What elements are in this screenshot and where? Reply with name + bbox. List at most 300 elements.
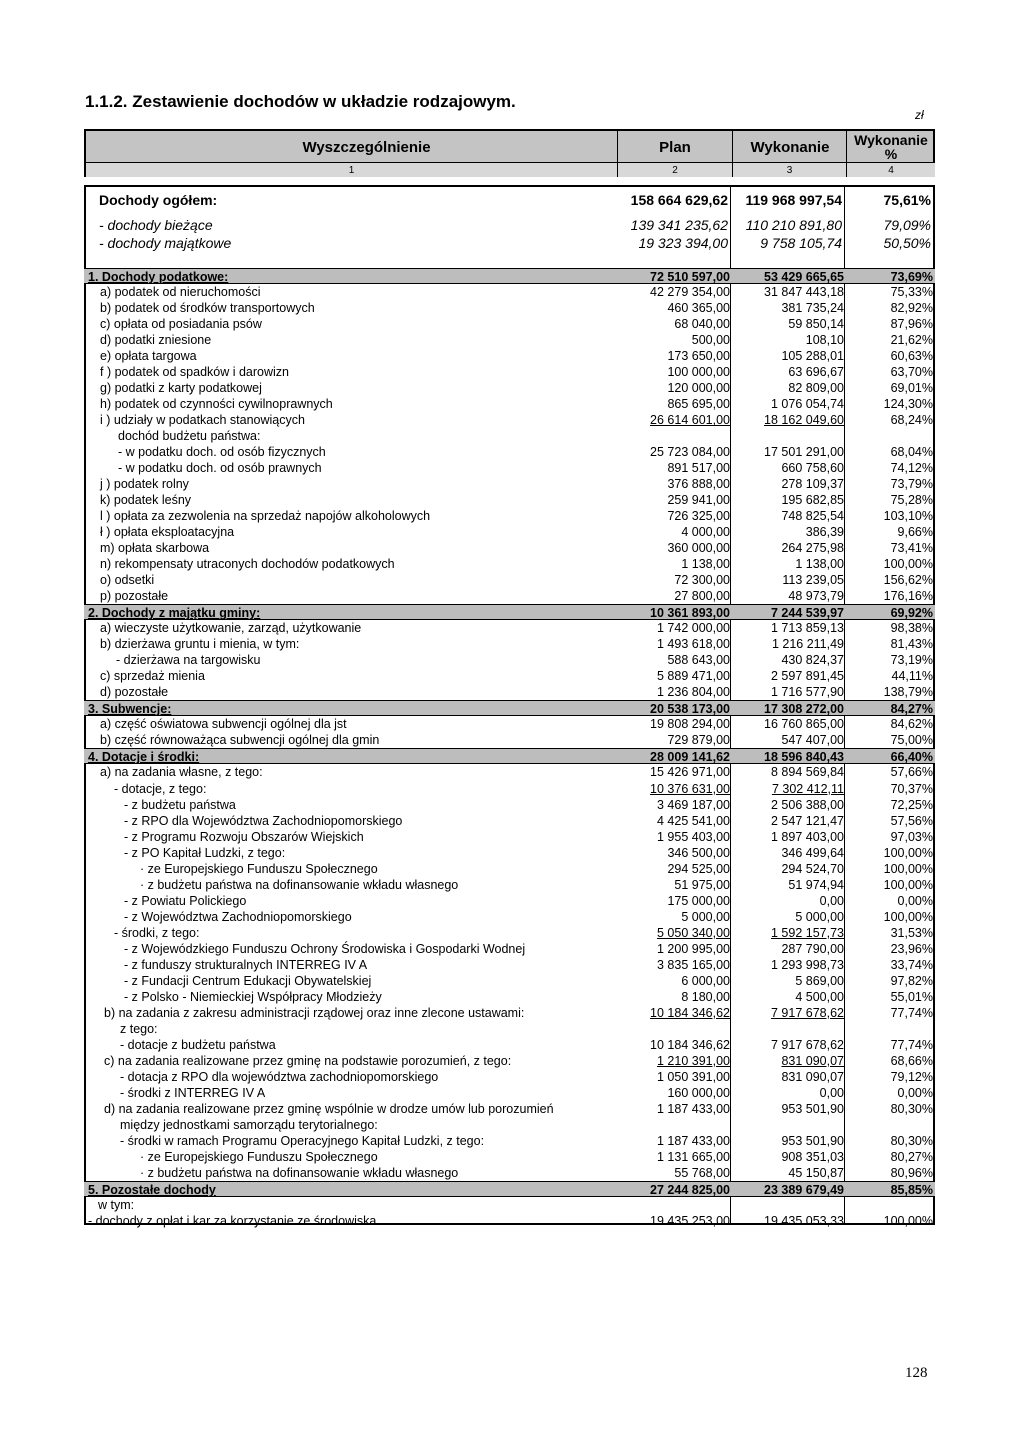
row-percent: 63,70% xyxy=(890,365,933,380)
row-percent: 75,28% xyxy=(890,493,933,508)
row-plan: 729 879,00 xyxy=(667,733,730,748)
row-wykonanie: 346 499,64 xyxy=(781,845,844,860)
row-wykonanie: 105 288,01 xyxy=(781,349,844,364)
row-label: 5. Pozostałe dochody xyxy=(88,1182,216,1197)
row-wykonanie: 278 109,37 xyxy=(781,477,844,492)
table-row xyxy=(84,764,935,780)
row-wykonanie: 748 825,54 xyxy=(781,509,844,524)
row-percent: 84,62% xyxy=(890,717,933,732)
row-percent: 97,03% xyxy=(890,829,933,844)
row-percent: 87,96% xyxy=(890,317,933,332)
row-percent: 80,30% xyxy=(890,1133,933,1148)
row-plan: 1 131 665,00 xyxy=(657,1149,730,1164)
table-row xyxy=(84,1021,935,1037)
table-row xyxy=(84,412,935,428)
table-row xyxy=(84,1117,935,1133)
row-label: b) na zadania z zakresu administracji rządowej oraz inne zlecone ustawami: xyxy=(104,1005,525,1020)
row-plan: 346 500,00 xyxy=(667,845,730,860)
row-plan: 1 493 618,00 xyxy=(657,637,730,652)
summary-plan: 139 341 235,62 xyxy=(630,217,728,233)
table-row xyxy=(84,540,935,556)
row-percent: 79,12% xyxy=(890,1069,933,1084)
row-percent: 68,04% xyxy=(890,445,933,460)
row-plan: 173 650,00 xyxy=(667,349,730,364)
table-row xyxy=(84,925,935,941)
row-percent: 74,12% xyxy=(890,461,933,476)
header-num-2: 2 xyxy=(618,163,732,177)
row-plan: 160 000,00 xyxy=(667,1085,730,1100)
table-row xyxy=(84,845,935,861)
row-percent: 80,96% xyxy=(890,1165,933,1180)
row-wykonanie: 51 974,94 xyxy=(788,877,844,892)
summary-label: - dochody bieżące xyxy=(99,217,213,233)
row-plan: 10 184 346,62 xyxy=(650,1037,730,1052)
row-wykonanie: 7 917 678,62 xyxy=(771,1005,844,1020)
row-plan: 588 643,00 xyxy=(667,653,730,668)
row-percent: 100,00% xyxy=(883,1213,933,1228)
table-row xyxy=(84,909,935,925)
table-row xyxy=(84,332,935,348)
row-label: m) opłata skarbowa xyxy=(100,541,210,556)
table-row xyxy=(84,636,935,652)
row-percent: 84,27% xyxy=(890,702,933,717)
row-percent: 31,53% xyxy=(890,925,933,940)
table-row xyxy=(84,508,935,524)
currency-unit: zł xyxy=(915,108,924,122)
row-label: - z Wojewódzkiego Funduszu Ochrony Środowiska i Gospodarki Wodnej xyxy=(124,941,526,956)
table-row xyxy=(84,316,935,332)
row-label: a) na zadania własne, z tego: xyxy=(100,765,263,780)
row-wykonanie: 1 716 577,90 xyxy=(771,685,844,700)
row-wykonanie: 17 501 291,00 xyxy=(764,445,844,460)
row-plan: 72 510 597,00 xyxy=(650,270,730,284)
row-plan: 1 236 804,00 xyxy=(657,685,730,700)
row-label: i ) udziały w podatkach stanowiących xyxy=(100,413,305,428)
row-label: b) dzierżawa gruntu i mienia, w tym: xyxy=(100,637,300,652)
row-wykonanie: 7 917 678,62 xyxy=(771,1037,844,1052)
row-wykonanie: 1 592 157,73 xyxy=(771,925,844,940)
row-plan: 726 325,00 xyxy=(667,509,730,524)
table-row xyxy=(84,877,935,893)
table-row xyxy=(84,1213,935,1229)
row-label: d) pozostałe xyxy=(100,685,169,700)
row-label: n) rekompensaty utraconych dochodów podatkowych xyxy=(100,557,395,572)
table-row xyxy=(84,893,935,909)
row-label: - dotacja z RPO dla województwa zachodniopomorskiego xyxy=(120,1069,439,1084)
row-label: - z budżetu państwa xyxy=(124,797,236,812)
row-wykonanie: 953 501,90 xyxy=(781,1101,844,1116)
row-percent: 75,33% xyxy=(890,285,933,300)
row-plan: 460 365,00 xyxy=(667,301,730,316)
table-row xyxy=(84,572,935,588)
section-row xyxy=(84,268,935,284)
row-percent: 0,00% xyxy=(897,893,933,908)
table-row xyxy=(84,1133,935,1149)
row-percent: 69,92% xyxy=(890,606,933,621)
row-label: - z Programu Rozwoju Obszarów Wiejskich xyxy=(124,829,364,844)
row-wykonanie: 2 547 121,47 xyxy=(771,813,844,828)
row-label: a) wieczyste użytkowanie, zarząd, użytkowanie xyxy=(100,621,362,636)
table-row xyxy=(84,620,935,636)
row-label: · z budżetu państwa na dofinansowanie wkładu własnego xyxy=(140,1165,459,1180)
row-percent: 97,82% xyxy=(890,973,933,988)
row-plan: 4 000,00 xyxy=(681,525,730,540)
row-percent: 80,30% xyxy=(890,1101,933,1116)
row-wykonanie: 294 524,70 xyxy=(781,861,844,876)
row-plan: 5 000,00 xyxy=(681,909,730,924)
row-wykonanie: 17 308 272,00 xyxy=(764,702,844,717)
row-label: - z Powiatu Polickiego xyxy=(124,893,247,908)
row-percent: 69,01% xyxy=(890,381,933,396)
table-row xyxy=(84,492,935,508)
row-label: - w podatku doch. od osób fizycznych xyxy=(118,445,326,460)
row-plan: 360 000,00 xyxy=(667,541,730,556)
row-wykonanie: 831 090,07 xyxy=(781,1069,844,1084)
row-percent: 100,00% xyxy=(883,845,933,860)
row-label: z tego: xyxy=(120,1021,158,1036)
row-wykonanie: 1 897 403,00 xyxy=(771,829,844,844)
row-label: 3. Subwencje: xyxy=(88,702,172,717)
row-wykonanie: 4 500,00 xyxy=(795,989,844,1004)
header-col-1: Wyszczególnienie xyxy=(302,138,431,156)
header-num-1: 1 xyxy=(86,163,617,177)
row-percent: 68,66% xyxy=(890,1053,933,1068)
row-label: - z Województwa Zachodniopomorskiego xyxy=(124,909,352,924)
row-plan: 55 768,00 xyxy=(674,1165,730,1180)
summary-label: - dochody majątkowe xyxy=(99,235,232,251)
table-row xyxy=(84,1197,935,1213)
row-plan: 3 835 165,00 xyxy=(657,957,730,972)
row-plan: 1 187 433,00 xyxy=(657,1101,730,1116)
row-label: b) podatek od środków transportowych xyxy=(100,301,315,316)
row-wykonanie: 547 407,00 xyxy=(781,733,844,748)
row-label: e) opłata targowa xyxy=(100,349,197,364)
row-label: 1. Dochody podatkowe: xyxy=(88,270,229,284)
row-plan: 100 000,00 xyxy=(667,365,730,380)
row-wykonanie: 108,10 xyxy=(805,333,844,348)
row-percent: 57,66% xyxy=(890,765,933,780)
header-col-2: Plan xyxy=(659,138,691,156)
row-plan: 42 279 354,00 xyxy=(650,285,730,300)
row-wykonanie: 264 275,98 xyxy=(781,541,844,556)
row-percent: 75,00% xyxy=(890,733,933,748)
row-plan: 1 050 391,00 xyxy=(657,1069,730,1084)
table-row xyxy=(84,1101,935,1117)
row-percent: 138,79% xyxy=(883,685,933,700)
row-wykonanie: 1 076 054,74 xyxy=(771,397,844,412)
row-wykonanie: 8 894 569,84 xyxy=(771,765,844,780)
row-wykonanie: 7 302 412,11 xyxy=(771,781,844,796)
row-label: - dzierżawa na targowisku xyxy=(116,653,261,668)
row-wykonanie: 1 138,00 xyxy=(795,557,844,572)
row-wykonanie: 831 090,07 xyxy=(781,1053,844,1068)
row-label: j ) podatek rolny xyxy=(100,477,189,492)
row-wykonanie: 16 760 865,00 xyxy=(764,717,844,732)
row-plan: 27 244 825,00 xyxy=(650,1182,730,1197)
row-wykonanie: 1 293 998,73 xyxy=(771,957,844,972)
section-row xyxy=(84,700,935,716)
row-label: ł ) opłata eksploatacyjna xyxy=(100,525,235,540)
row-label: - środki z INTERREG IV A xyxy=(120,1085,266,1100)
row-plan: 175 000,00 xyxy=(667,893,730,908)
row-percent: 85,85% xyxy=(890,1182,933,1197)
row-percent: 21,62% xyxy=(890,333,933,348)
table-row xyxy=(84,476,935,492)
row-wykonanie: 82 809,00 xyxy=(788,381,844,396)
row-label: - dotacje, z tego: xyxy=(114,781,207,796)
table-row xyxy=(84,1037,935,1053)
table-row xyxy=(84,364,935,380)
table-row xyxy=(84,652,935,668)
row-plan: 8 180,00 xyxy=(681,989,730,1004)
summary-wyk: 119 968 997,54 xyxy=(745,192,842,208)
row-wykonanie: 18 596 840,43 xyxy=(764,750,844,765)
row-percent: 103,10% xyxy=(883,509,933,524)
row-plan: 10 376 631,00 xyxy=(650,781,730,796)
table-row xyxy=(84,1085,935,1101)
table-row xyxy=(84,861,935,877)
table-row xyxy=(84,460,935,476)
table-row xyxy=(84,716,935,732)
row-label: a) podatek od nieruchomości xyxy=(100,285,261,300)
row-plan: 1 955 403,00 xyxy=(657,829,730,844)
row-percent: 81,43% xyxy=(890,637,933,652)
row-percent: 82,92% xyxy=(890,301,933,316)
summary-total xyxy=(84,192,935,212)
row-label: 4. Dotacje i środki: xyxy=(88,750,200,765)
row-plan: 259 941,00 xyxy=(667,493,730,508)
row-label: - z funduszy strukturalnych INTERREG IV A xyxy=(124,957,368,972)
row-label: dochód budżetu państwa: xyxy=(118,429,261,444)
table-header xyxy=(84,129,935,177)
table-row xyxy=(84,524,935,540)
row-label: k) podatek leśny xyxy=(100,493,192,508)
row-wykonanie: 660 758,60 xyxy=(781,461,844,476)
row-plan: 6 000,00 xyxy=(681,973,730,988)
table-row xyxy=(84,973,935,989)
summary-plan: 19 323 394,00 xyxy=(638,235,728,251)
row-label: c) sprzedaż mienia xyxy=(100,669,205,684)
row-percent: 70,37% xyxy=(890,781,933,796)
row-percent: 55,01% xyxy=(890,989,933,1004)
row-wykonanie: 195 682,85 xyxy=(781,493,844,508)
row-label: między jednostkami samorządu terytorialnego: xyxy=(120,1117,378,1132)
row-wykonanie: 0,00 xyxy=(819,893,844,908)
row-plan: 1 187 433,00 xyxy=(657,1133,730,1148)
row-percent: 9,66% xyxy=(897,525,933,540)
table-row xyxy=(84,957,935,973)
row-plan: 15 426 971,00 xyxy=(650,765,730,780)
row-plan: 865 695,00 xyxy=(667,397,730,412)
row-label: l ) opłata za zezwolenia na sprzedaż napojów alkoholowych xyxy=(100,509,431,524)
row-percent: 80,27% xyxy=(890,1149,933,1164)
summary-pct: 79,09% xyxy=(883,217,931,233)
row-label: d) podatki zniesione xyxy=(100,333,212,348)
row-wykonanie: 386,39 xyxy=(805,525,844,540)
row-label: a) część oświatowa subwencji ogólnej dla jst xyxy=(100,717,347,732)
row-percent: 73,79% xyxy=(890,477,933,492)
row-plan: 1 200 995,00 xyxy=(657,941,730,956)
row-wykonanie: 48 973,79 xyxy=(788,589,844,604)
row-label: - środki, z tego: xyxy=(114,925,200,940)
row-plan: 294 525,00 xyxy=(667,861,730,876)
page-number: 128 xyxy=(905,1365,928,1381)
row-plan: 20 538 173,00 xyxy=(650,702,730,717)
row-wykonanie: 2 506 388,00 xyxy=(771,797,844,812)
row-wykonanie: 31 847 443,18 xyxy=(764,285,844,300)
summary-plan: 158 664 629,62 xyxy=(630,192,728,208)
row-plan: 891 517,00 xyxy=(667,461,730,476)
row-percent: 124,30% xyxy=(883,397,933,412)
table-body xyxy=(84,268,935,1229)
row-plan: 25 723 084,00 xyxy=(650,445,730,460)
table-row xyxy=(84,668,935,684)
row-percent: 100,00% xyxy=(883,877,933,892)
row-wykonanie: 23 389 679,49 xyxy=(764,1182,844,1197)
row-percent: 100,00% xyxy=(883,909,933,924)
row-percent: 60,63% xyxy=(890,349,933,364)
row-plan: 28 009 141,62 xyxy=(650,750,730,765)
summary-pct: 50,50% xyxy=(883,235,931,251)
row-label: - z PO Kapitał Ludzki, z tego: xyxy=(124,845,286,860)
table-row xyxy=(84,1005,935,1021)
row-label: w tym: xyxy=(98,1197,135,1212)
header-num-3: 3 xyxy=(733,163,846,177)
table-row xyxy=(84,813,935,829)
row-plan: 1 138,00 xyxy=(681,557,730,572)
row-plan: 120 000,00 xyxy=(667,381,730,396)
table-row xyxy=(84,781,935,797)
row-label: c) opłata od posiadania psów xyxy=(100,317,262,332)
summary-wyk: 9 758 105,74 xyxy=(760,235,842,251)
row-label: g) podatki z karty podatkowej xyxy=(100,381,262,396)
row-percent: 100,00% xyxy=(883,861,933,876)
row-wykonanie: 953 501,90 xyxy=(781,1133,844,1148)
row-percent: 77,74% xyxy=(890,1037,933,1052)
row-label: 2. Dochody z majątku gminy: xyxy=(88,606,261,621)
row-percent: 156,62% xyxy=(883,573,933,588)
row-label: · ze Europejskiego Funduszu Społecznego xyxy=(140,861,378,876)
row-plan: 26 614 601,00 xyxy=(650,413,730,428)
row-percent: 73,19% xyxy=(890,653,933,668)
header-col-3: Wykonanie xyxy=(750,138,830,156)
table-row xyxy=(84,1069,935,1085)
row-percent: 176,16% xyxy=(883,589,933,604)
table-row xyxy=(84,284,935,300)
row-plan: 5 050 340,00 xyxy=(657,925,730,940)
row-plan: 72 300,00 xyxy=(674,573,730,588)
row-wykonanie: 53 429 665,65 xyxy=(764,270,844,284)
row-plan: 1 742 000,00 xyxy=(657,621,730,636)
row-plan: 27 800,00 xyxy=(674,589,730,604)
row-plan: 500,00 xyxy=(691,333,730,348)
row-plan: 10 361 893,00 xyxy=(650,606,730,621)
section-row xyxy=(84,604,935,620)
summary-pct: 75,61% xyxy=(883,192,931,208)
row-percent: 100,00% xyxy=(883,557,933,572)
page-title: 1.1.2. Zestawienie dochodów w układzie rodzajowym. xyxy=(85,92,516,111)
row-percent: 66,40% xyxy=(890,750,933,765)
row-label: d) na zadania realizowane przez gminę wspólnie w drodze umów lub porozumień xyxy=(104,1101,554,1116)
table-row xyxy=(84,829,935,845)
row-label: p) pozostałe xyxy=(100,589,169,604)
row-percent: 23,96% xyxy=(890,941,933,956)
row-plan: 376 888,00 xyxy=(667,477,730,492)
row-wykonanie: 2 597 891,45 xyxy=(771,669,844,684)
row-label: b) część równoważąca subwencji ogólnej dla gmin xyxy=(100,733,380,748)
header-num-4: 4 xyxy=(847,163,935,177)
row-wykonanie: 1 216 211,49 xyxy=(771,637,844,652)
row-label: - w podatku doch. od osób prawnych xyxy=(118,461,322,476)
row-wykonanie: 908 351,03 xyxy=(781,1149,844,1164)
table-row xyxy=(84,300,935,316)
table-row xyxy=(84,396,935,412)
row-wykonanie: 18 162 049,60 xyxy=(764,413,844,428)
row-plan: 5 889 471,00 xyxy=(657,669,730,684)
row-plan: 19 435 253,00 xyxy=(650,1213,730,1228)
table-row xyxy=(84,941,935,957)
row-wykonanie: 19 435 053,33 xyxy=(764,1213,844,1228)
row-wykonanie: 63 696,67 xyxy=(788,365,844,380)
row-percent: 73,69% xyxy=(890,270,933,284)
row-label: h) podatek od czynności cywilnoprawnych xyxy=(100,397,333,412)
table-row xyxy=(84,989,935,1005)
row-percent: 33,74% xyxy=(890,957,933,972)
section-row xyxy=(84,748,935,764)
row-label: - z RPO dla Województwa Zachodniopomorskiego xyxy=(124,813,403,828)
row-plan: 4 425 541,00 xyxy=(657,813,730,828)
row-label: · z budżetu państwa na dofinansowanie wkładu własnego xyxy=(140,877,459,892)
row-label: · ze Europejskiego Funduszu Społecznego xyxy=(140,1149,378,1164)
row-wykonanie: 113 239,05 xyxy=(782,573,844,588)
table-row xyxy=(84,1165,935,1181)
table-row xyxy=(84,348,935,364)
table-row xyxy=(84,556,935,572)
row-label: f ) podatek od spadków i darowizn xyxy=(100,365,289,380)
table-row xyxy=(84,588,935,604)
row-wykonanie: 5 869,00 xyxy=(795,973,844,988)
row-plan: 3 469 187,00 xyxy=(657,797,730,812)
row-percent: 57,56% xyxy=(890,813,933,828)
row-percent: 77,74% xyxy=(890,1005,933,1020)
table-row xyxy=(84,380,935,396)
row-label: - z Polsko - Niemieckiej Współpracy Młodzieży xyxy=(124,989,382,1004)
row-wykonanie: 0,00 xyxy=(819,1085,844,1100)
row-label: c) na zadania realizowane przez gminę na podstawie porozumień, z tego: xyxy=(104,1053,512,1068)
row-percent: 44,11% xyxy=(891,669,933,684)
row-wykonanie: 45 150,87 xyxy=(788,1165,844,1180)
summary-wyk: 110 210 891,80 xyxy=(745,217,842,233)
row-percent: 73,41% xyxy=(890,541,933,556)
row-wykonanie: 59 850,14 xyxy=(788,317,844,332)
row-wykonanie: 1 713 859,13 xyxy=(771,621,844,636)
row-wykonanie: 287 790,00 xyxy=(781,941,844,956)
header-col-4: Wykonanie % xyxy=(854,132,928,162)
row-plan: 51 975,00 xyxy=(674,877,730,892)
table-row xyxy=(84,1149,935,1165)
row-wykonanie: 5 000,00 xyxy=(795,909,844,924)
row-label: - środki w ramach Programu Operacyjnego Kapitał Ludzki, z tego: xyxy=(120,1133,485,1148)
row-label: - dotacje z budżetu państwa xyxy=(120,1037,276,1052)
table-row xyxy=(84,428,935,444)
row-plan: 19 808 294,00 xyxy=(650,717,730,732)
row-label: - dochody z opłat i kar za korzystanie ze środowiska xyxy=(88,1213,377,1228)
table-row xyxy=(84,684,935,700)
table-row xyxy=(84,732,935,748)
row-wykonanie: 381 735,24 xyxy=(781,301,844,316)
table-row xyxy=(84,444,935,460)
row-percent: 72,25% xyxy=(890,797,933,812)
